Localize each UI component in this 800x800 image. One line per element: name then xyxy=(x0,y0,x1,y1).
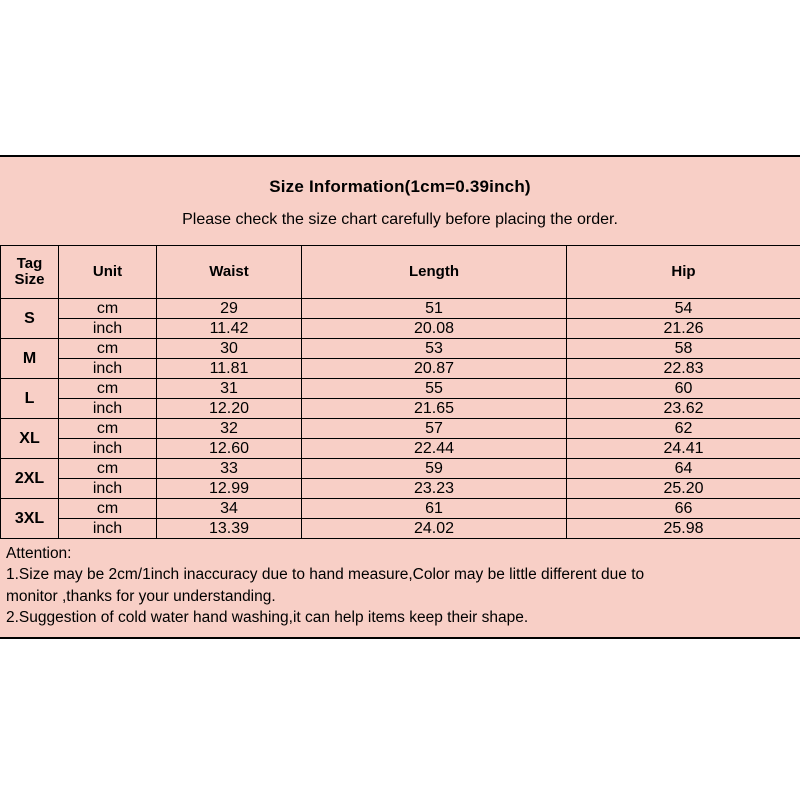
size-tag-cell: L xyxy=(1,379,59,419)
size-table xyxy=(0,245,800,539)
length-cell: 24.02 xyxy=(302,519,567,539)
table-row xyxy=(1,379,800,399)
unit-cell: inch xyxy=(59,359,157,379)
column-header-length: Length xyxy=(302,246,567,299)
length-cell: 61 xyxy=(302,499,567,519)
size-tag-cell: 3XL xyxy=(1,499,59,539)
unit-cell: cm xyxy=(59,499,157,519)
length-cell: 21.65 xyxy=(302,399,567,419)
unit-cell: inch xyxy=(59,479,157,499)
unit-cell: inch xyxy=(59,519,157,539)
length-cell: 59 xyxy=(302,459,567,479)
size-tag-cell: 2XL xyxy=(1,459,59,499)
column-header-waist: Waist xyxy=(157,246,302,299)
unit-cell: cm xyxy=(59,459,157,479)
column-header-hip: Hip xyxy=(567,246,800,299)
hip-cell: 25.98 xyxy=(567,519,800,539)
hip-cell: 66 xyxy=(567,499,800,519)
table-row xyxy=(1,339,800,359)
attention-line-3: 2.Suggestion of cold water hand washing,it can help items keep their shape. xyxy=(6,609,529,627)
hip-cell: 24.41 xyxy=(567,439,800,459)
length-cell: 23.23 xyxy=(302,479,567,499)
waist-cell: 12.99 xyxy=(157,479,302,499)
hip-cell: 64 xyxy=(567,459,800,479)
unit-cell: cm xyxy=(59,379,157,399)
waist-cell: 33 xyxy=(157,459,302,479)
length-cell: 22.44 xyxy=(302,439,567,459)
size-tag-cell: M xyxy=(1,339,59,379)
table-row xyxy=(1,359,800,379)
waist-cell: 30 xyxy=(157,339,302,359)
unit-cell: inch xyxy=(59,439,157,459)
table-header-row xyxy=(1,246,800,299)
length-cell: 57 xyxy=(302,419,567,439)
length-cell: 55 xyxy=(302,379,567,399)
size-tag-cell: XL xyxy=(1,419,59,459)
hip-cell: 22.83 xyxy=(567,359,800,379)
length-cell: 20.08 xyxy=(302,319,567,339)
table-row xyxy=(1,479,800,499)
hip-cell: 54 xyxy=(567,299,800,319)
table-row xyxy=(1,519,800,539)
hip-cell: 58 xyxy=(567,339,800,359)
attention-block xyxy=(0,539,800,637)
table-row xyxy=(1,439,800,459)
table-header xyxy=(1,246,800,299)
length-cell: 53 xyxy=(302,339,567,359)
unit-cell: cm xyxy=(59,299,157,319)
attention-heading: Attention: xyxy=(6,545,72,562)
waist-cell: 32 xyxy=(157,419,302,439)
table-row xyxy=(1,499,800,519)
waist-cell: 11.81 xyxy=(157,359,302,379)
table-row xyxy=(1,419,800,439)
table-row xyxy=(1,319,800,339)
waist-cell: 31 xyxy=(157,379,302,399)
tag-size-line1: Tag xyxy=(16,255,43,273)
waist-cell: 11.42 xyxy=(157,319,302,339)
hip-cell: 23.62 xyxy=(567,399,800,419)
size-tag-cell: S xyxy=(1,299,59,339)
waist-cell: 34 xyxy=(157,499,302,519)
length-cell: 20.87 xyxy=(302,359,567,379)
table-body xyxy=(1,299,800,539)
hip-cell: 62 xyxy=(567,419,800,439)
size-chart-panel xyxy=(0,155,800,639)
table-row xyxy=(1,299,800,319)
unit-cell: inch xyxy=(59,399,157,419)
table-row xyxy=(1,399,800,419)
page-subtitle: Please check the size chart carefully before placing the order. xyxy=(182,211,618,228)
column-header-unit: Unit xyxy=(59,246,157,299)
waist-cell: 13.39 xyxy=(157,519,302,539)
hip-cell: 60 xyxy=(567,379,800,399)
attention-line-2: monitor ,thanks for your understanding. xyxy=(6,587,276,605)
table-row xyxy=(1,459,800,479)
hip-cell: 25.20 xyxy=(567,479,800,499)
attention-line-1: 1.Size may be 2cm/1inch inaccuracy due to hand measure,Color may be little different due to xyxy=(6,566,645,584)
waist-cell: 29 xyxy=(157,299,302,319)
hip-cell: 21.26 xyxy=(567,319,800,339)
waist-cell: 12.20 xyxy=(157,399,302,419)
unit-cell: cm xyxy=(59,419,157,439)
tag-size-line2: Size xyxy=(14,271,45,288)
length-cell: 51 xyxy=(302,299,567,319)
unit-cell: inch xyxy=(59,319,157,339)
waist-cell: 12.60 xyxy=(157,439,302,459)
column-header-tag-size xyxy=(1,246,59,299)
unit-cell: cm xyxy=(59,339,157,359)
page-title: Size Information(1cm=0.39inch) xyxy=(269,177,531,196)
